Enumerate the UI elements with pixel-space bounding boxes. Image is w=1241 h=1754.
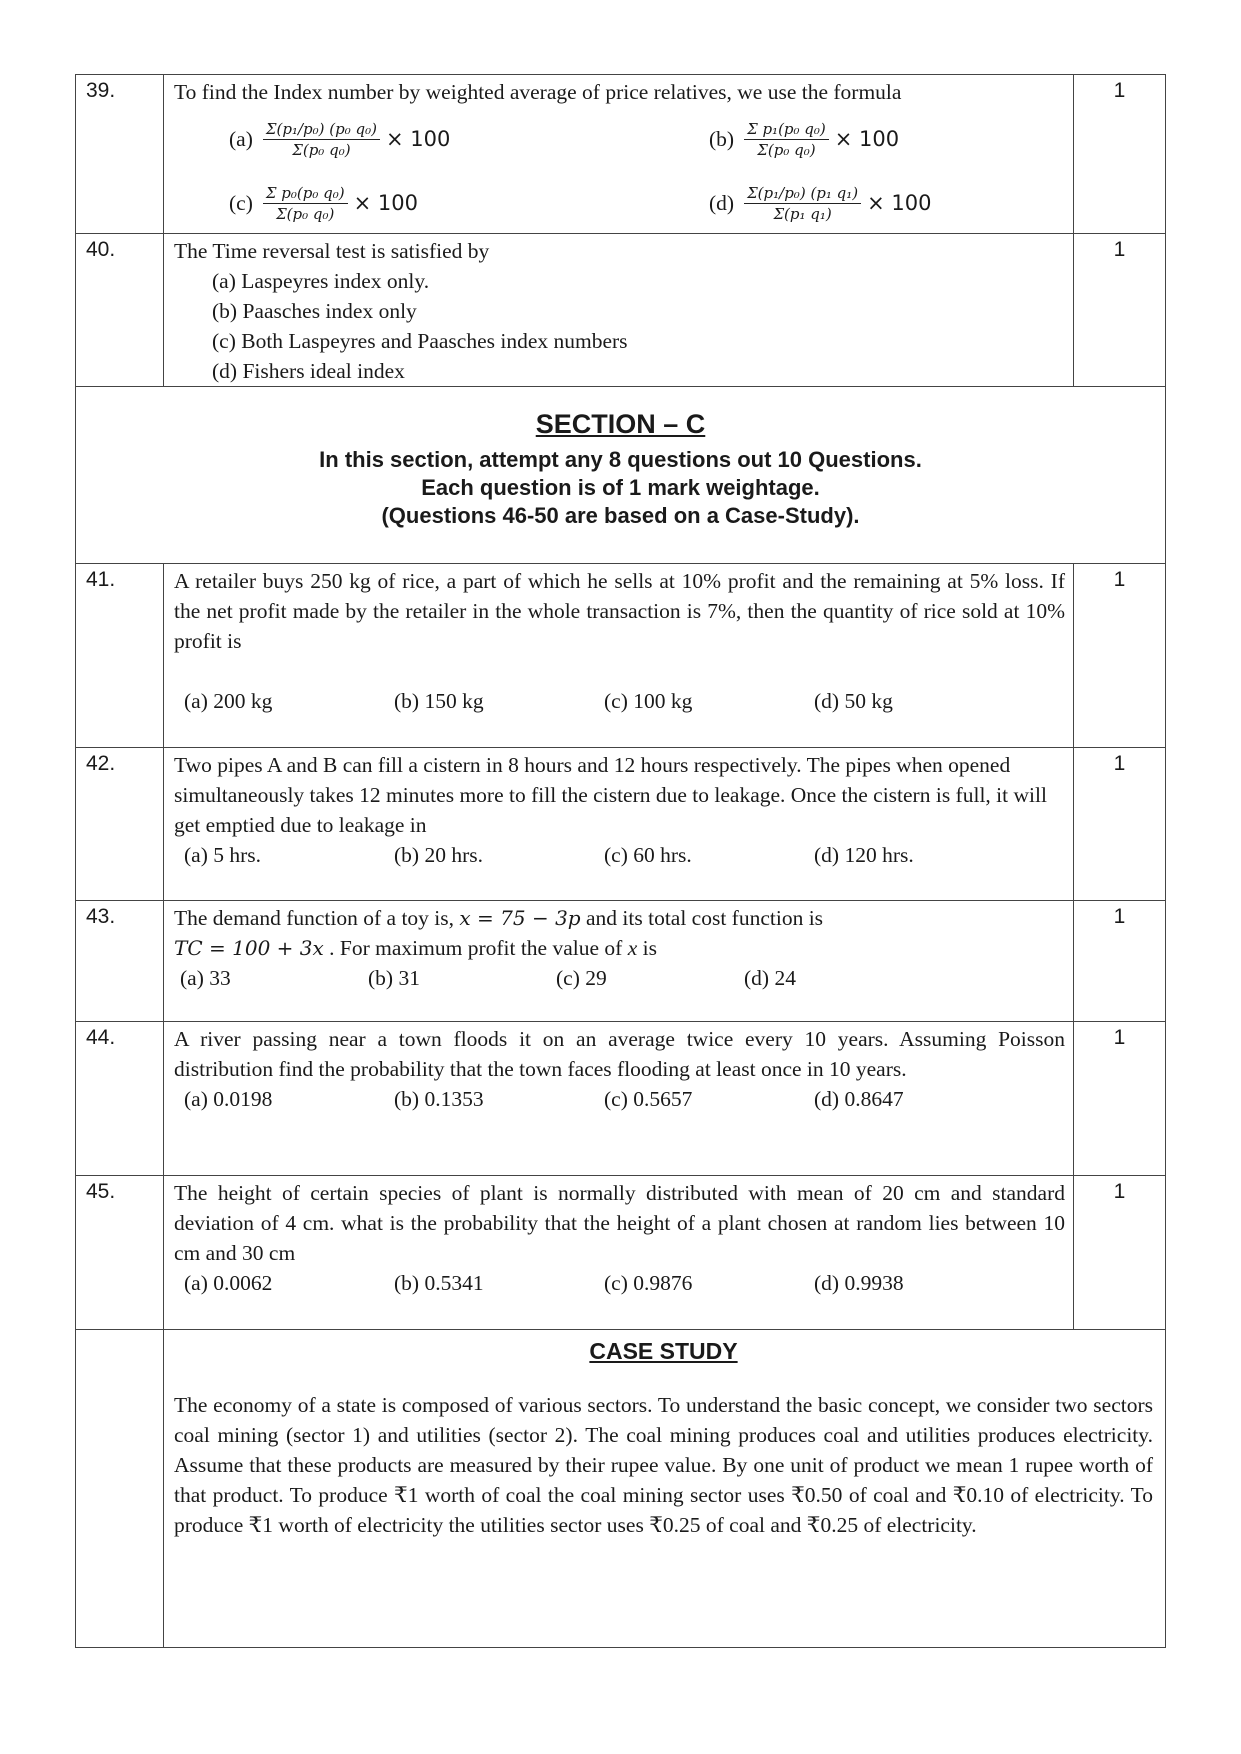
option-list	[174, 266, 1065, 386]
option-c: (c) 0.5657	[604, 1087, 693, 1111]
question-row-43	[76, 901, 1166, 1022]
option-a: (a) 5 hrs.	[184, 843, 262, 867]
formula-multiplier: × 100	[353, 191, 418, 215]
question-table	[75, 74, 1166, 1648]
formula-numerator: Σ p₀(p₀ q₀)	[263, 183, 348, 204]
section-header	[76, 387, 1166, 564]
case-study-text: The economy of a state is composed of various sectors. To understand the basic concept, we consider two sectors coal mining (sector 1) and utilities (sector 2). The coal mining produces coal and utilities produces electricity. Assume that these products are measured by their rupee value. By one unit of product we mean 1 rupee worth of that product. To produce ₹1 worth of coal the coal mining sector uses ₹0.50 of coal and ₹0.10 of electricity. To produce ₹1 worth of electricity the utilities sector uses ₹0.25 of coal and ₹0.25 of electricity.	[174, 1393, 1153, 1537]
question-mark: 1	[1074, 1022, 1166, 1176]
question-text: A river passing near a town floods it on an average twice every 10 years. Assuming Poisson distribution find the probability that the town faces flooding at least once in 10 years.	[174, 1027, 1065, 1081]
formula-multiplier: × 100	[385, 127, 451, 151]
formula-denominator: Σ(p₀ q₀)	[757, 140, 816, 159]
question-number: 39.	[76, 75, 164, 234]
formula-denominator: Σ(p₀ q₀)	[292, 140, 351, 159]
question-row-39	[76, 75, 1166, 234]
formula-fraction	[263, 119, 380, 160]
option-a	[229, 109, 709, 169]
section-instruction-3: (Questions 46-50 are based on a Case-Study).	[381, 503, 860, 528]
section-instruction-2: Each question is of 1 mark weightage.	[421, 475, 820, 500]
option-c: (c) 60 hrs.	[604, 843, 692, 867]
option-list	[174, 686, 1065, 716]
question-number: 45.	[76, 1176, 164, 1330]
option-a: (a) 0.0062	[184, 1271, 273, 1295]
section-instruction-1: In this section, attempt any 8 questions out 10 Questions.	[319, 447, 922, 472]
question-text: The height of certain species of plant is normally distributed with mean of 20 cm and standard deviation of 4 cm. what is the probability that the height of a plant chosen at random lies between 10 cm and 30 cm	[174, 1181, 1065, 1265]
option-d: (d) 120 hrs.	[814, 843, 914, 867]
option-c	[229, 173, 709, 233]
option-d	[709, 173, 1129, 233]
question-row-44	[76, 1022, 1166, 1176]
option-b: (b) 20 hrs.	[394, 843, 483, 867]
question-mark: 1	[1074, 901, 1166, 1022]
question-text-part: is	[637, 936, 657, 960]
question-body	[164, 75, 1074, 234]
formula-numerator: Σ(p₁/p₀) (p₁ q₁)	[744, 183, 861, 204]
question-body	[164, 1176, 1074, 1330]
formula-numerator: Σ(p₁/p₀) (p₀ q₀)	[263, 119, 380, 140]
question-row-45	[76, 1176, 1166, 1330]
formula-fraction	[263, 183, 348, 224]
option-b: (b) 150 kg	[394, 689, 484, 713]
option-d: (d) 50 kg	[814, 689, 893, 713]
formula-denominator: Σ(p₁ q₁)	[773, 204, 832, 223]
question-number: 40.	[76, 234, 164, 387]
formula-fraction	[744, 183, 861, 224]
option-list	[174, 1084, 1065, 1114]
option-d: (d) Fishers ideal index	[212, 359, 405, 383]
question-text: The Time reversal test is satisfied by	[174, 239, 490, 263]
option-b: (b) Paasches index only	[212, 299, 417, 323]
formula-fraction	[744, 119, 829, 160]
option-list	[174, 963, 1065, 993]
option-label: (d)	[709, 191, 735, 215]
case-study-number-cell	[76, 1330, 164, 1648]
formula-multiplier: × 100	[867, 191, 932, 215]
option-label: (a)	[229, 127, 253, 151]
variable-x: x	[627, 936, 638, 960]
option-d: (d) 0.9938	[814, 1271, 904, 1295]
question-text: To find the Index number by weighted average of price relatives, we use the formula	[174, 80, 902, 104]
option-d: (d) 24	[744, 966, 796, 990]
option-a: (a) 0.0198	[184, 1087, 273, 1111]
option-c: (c) 0.9876	[604, 1271, 693, 1295]
option-b: (b) 31	[368, 966, 420, 990]
option-a: (a) 200 kg	[184, 689, 273, 713]
question-mark: 1	[1074, 1176, 1166, 1330]
option-d: (d) 0.8647	[814, 1087, 904, 1111]
option-c: (c) 29	[556, 966, 607, 990]
formula-options	[174, 109, 1065, 233]
question-body	[164, 748, 1074, 901]
option-c: (c) Both Laspeyres and Paasches index numbers	[212, 329, 628, 353]
formula-denominator: Σ(p₀ q₀)	[276, 204, 335, 223]
formula-numerator: Σ p₁(p₀ q₀)	[744, 119, 829, 140]
question-number: 43.	[76, 901, 164, 1022]
question-row-42	[76, 748, 1166, 901]
option-c: (c) 100 kg	[604, 689, 693, 713]
question-mark: 1	[1074, 748, 1166, 901]
case-study-body	[164, 1330, 1166, 1648]
section-title: SECTION – C	[535, 409, 706, 439]
question-body	[164, 901, 1074, 1022]
formula-multiplier: × 100	[834, 127, 900, 151]
option-label: (b)	[709, 127, 735, 151]
option-b: (b) 0.5341	[394, 1271, 484, 1295]
question-number: 42.	[76, 748, 164, 901]
option-b	[709, 109, 1129, 169]
case-study-title: CASE STUDY	[589, 1338, 738, 1364]
demand-equation: x = 75 − 3p	[459, 906, 581, 930]
section-header-row	[76, 387, 1166, 564]
question-text: Two pipes A and B can fill a cistern in 8 hours and 12 hours respectively. The pipes when opened simultaneously takes 12 minutes more to fill the cistern due to leakage. Once the cistern is full, it will get emptied due to leakage in	[174, 753, 1047, 837]
option-label: (c)	[229, 191, 253, 215]
question-row-41	[76, 564, 1166, 748]
question-text: A retailer buys 250 kg of rice, a part of which he sells at 10% profit and the remaining at 5% loss. If the net profit made by the retailer in the whole transaction is 7%, then the quantity of rice sold at 10% profit is	[174, 569, 1065, 653]
question-body	[164, 234, 1074, 387]
question-text-part: . For maximum profit the value of	[323, 936, 628, 960]
question-mark: 1	[1074, 564, 1166, 748]
question-mark: 1	[1074, 234, 1166, 387]
option-list	[174, 1268, 1065, 1298]
question-text-part: and its total cost function is	[580, 906, 824, 930]
question-body	[164, 564, 1074, 748]
option-b: (b) 0.1353	[394, 1087, 484, 1111]
cost-equation: TC = 100 + 3x	[174, 936, 324, 960]
question-row-40	[76, 234, 1166, 387]
case-study-row	[76, 1330, 1166, 1648]
question-body	[164, 1022, 1074, 1176]
question-text	[174, 903, 1065, 963]
question-text-part: The demand function of a toy is,	[174, 906, 460, 930]
option-list	[174, 840, 1065, 870]
question-mark: 1	[1074, 75, 1166, 234]
question-number: 41.	[76, 564, 164, 748]
option-a: (a) 33	[180, 966, 231, 990]
option-a: (a) Laspeyres index only.	[212, 269, 430, 293]
question-number: 44.	[76, 1022, 164, 1176]
